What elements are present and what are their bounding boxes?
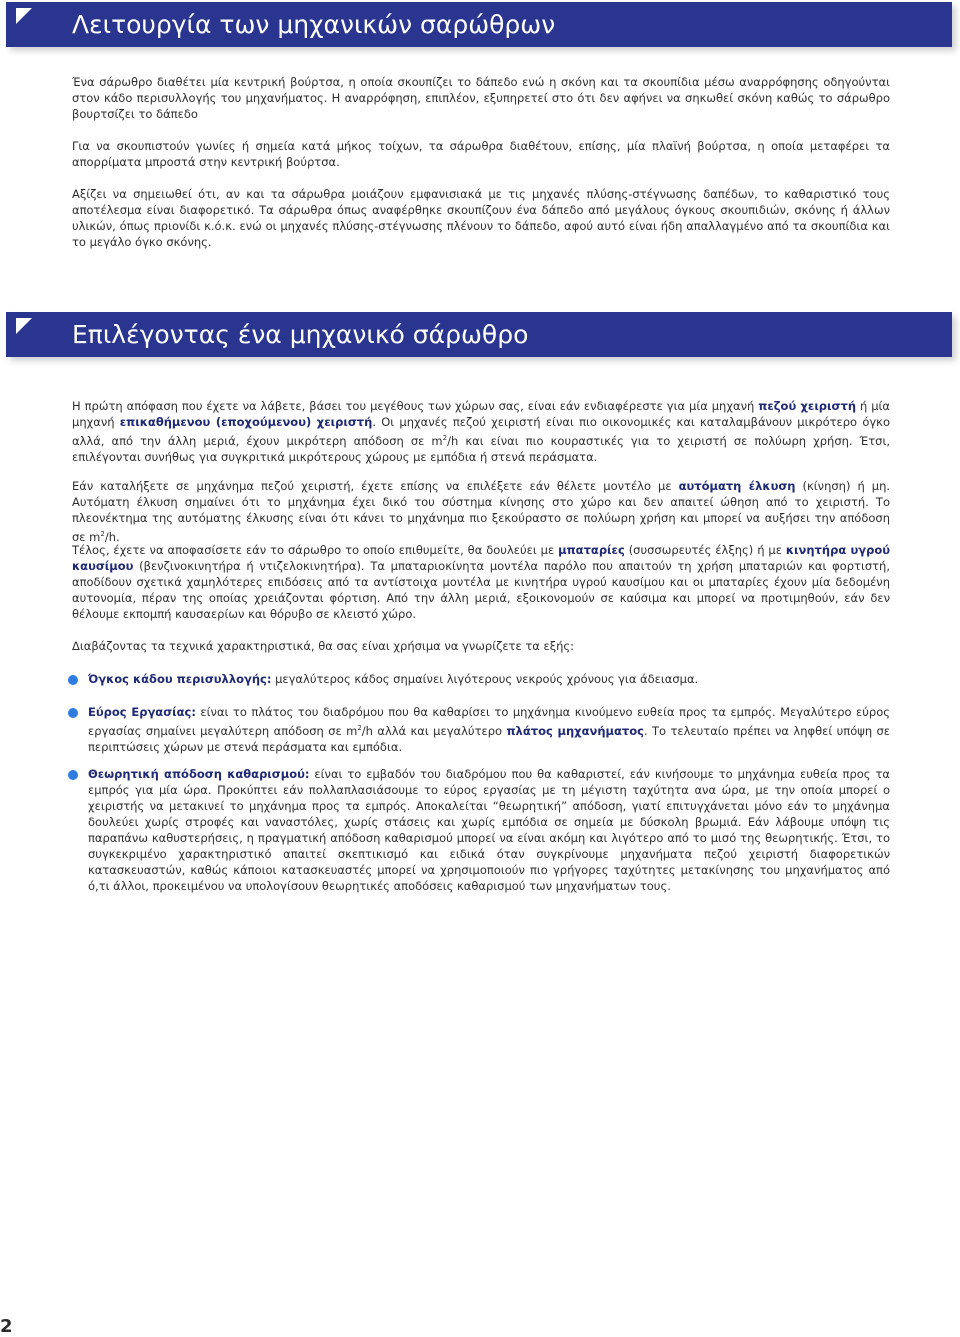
list-item: Εύρος Εργασίας: είναι το πλάτος του διαδρόμου που θα καθαρίσει το μηχάνημα κινούμενο ευθεία προς τα εμπρός. Μεγαλύτερο εύρος εργασίας σημαίνει μεγαλύτερη απόδοση σε $m^2/h$ αλλά και μεγαλύτερο πλάτος μηχανήματος. Το τελευταίο πρέπει να ληφθεί υπόψη σε περιπτώσεις χώρων με στενά περάσματα και εμπόδια. xyxy=(88,705,891,754)
paragraph: Εάν καταλήξετε σε μηχάνημα πεζού χειριστή, έχετε επίσης να επιλέξετε εάν θέλετε μοντέλο με αυτόματη έλκυση (κίνηση) ή μη. Αυτόματη έλκυση σημαίνει ότι το μηχάνημα έχει δικό του σύστημα κίνησης στο χώρο και δεν απαιτεί ώθηση από το χειριστή. Το πλεονέκτημα της αυτόματης έλκυσης είναι ότι κάνει το μηχάνημα πιο ξεκούραστο σε πολύωρη χρήση και μπορεί να αυξήσει την απόδοση σε $m^2/h$. xyxy=(72,479,891,544)
paragraph: Ένα σάρωθρο διαθέτει μία κεντρική βούρτσα, η οποία σκουπίζει το δάπεδο ενώ η σκόνη και τα σκουπίδια μέσω αναρρόφησης οδηγούνται στον κάδο περισυλλογής του μηχανήματος. Η αναρρόφηση, επιπλέον, εξυπηρετεί στο ότι δεν αφήνει να σηκωθεί σκόνη καθώς το σάρωθρο βουρτσίζει το δάπεδο xyxy=(72,75,890,121)
corner-triangle-icon xyxy=(16,318,32,334)
corner-triangle-icon xyxy=(16,8,32,24)
bullet-icon xyxy=(68,770,78,780)
section-heading: Λειτουργία των μηχανικών σαρώθρων xyxy=(72,10,556,39)
list-item: Όγκος κάδου περισυλλογής: μεγαλύτερος κάδος σημαίνει λιγότερους νεκρούς χρόνους για άδειασμα. xyxy=(88,672,699,686)
list-item: Θεωρητική απόδοση καθαρισμού: είναι το εμβαδόν του διαδρόμου που θα καθαριστεί, εάν κινήσουμε το μηχάνημα ευθεία προς τα εμπρός για μία ώρα. Προκύπτει εάν πολλαπλασιάσουμε το εύρος εργασίας με τη μέγιστη ταχύτητα ανα ώρα, με την οποία μπορεί ο χειριστής να μετακινεί το μηχάνημα προς τα εμπρός. Αποκαλείται “θεωρητική” απόδοση, γιατί επιτυγχάνεται μόνο εάν το μηχάνημα δουλεύει χωρίς στροφές και ναναστόλες, χωρίς στάσεις και χωρίς εμπόδια σε σημεία με δύσκολη βρωμιά. Εάν λάβουμε υπόψη τις παραπάνω καθυστερήσεις, η πραγματική απόδοση καθαρισμού μπορεί να είναι ακόμη και λιγότερο από το μισό της θεωρητικής. Έτσι, το συγκεκριμένο χαρακτηριστικό απαιτεί σκεπτικισμό και ειδικά όταν συγκρίνουμε μηχανήματα πεζού χειριστή διαφορετικών κατασκευαστών, καθώς κάποιοι κατασκευαστές μπορεί να χρησιμοποιούν πιο γρήγορες ταχύτητες μετακίνησης του μηχανήματος από ό,τι άλλοι, προκειμένου να υπολογίσουν θεωρητικές αποδόσεις καθαρισμού των μηχανήματων τους. xyxy=(88,767,891,893)
paragraph: Αξίζει να σημειωθεί ότι, αν και τα σάρωθρα μοιάζουν εμφανισιακά με τις μηχανές πλύσης-στέγνωσης δαπέδων, το καθαριστικό τους αποτέλεσμα είναι διαφορετικό. Τα σάρωθρα όπως αναφέρθηκε σκουπίζουν ένα δάπεδο από μεγάλους όγκους σκουπιδιών, σκόνης ή άλλων υλικών, όπως πριονίδι κ.ό.κ. ενώ οι μηχανές πλύσης-στέγνωσης πλένουν το δάπεδο, αφού αυτό είναι ήδη απαλλαγμένο από τα σκουπίδια και το μεγάλο όγκο σκόνης. xyxy=(72,187,890,249)
page-number: 2 xyxy=(0,1316,13,1337)
bullet-icon xyxy=(68,675,78,685)
paragraph: Για να σκουπιστούν γωνίες ή σημεία κατά μήκος τοίχων, τα σάρωθρα διαθέτουν, επίσης, μία πλαϊνή βούρτσα, η οποία μεταφέρει τα απορρίματα μπροστά στην κεντρική βούρτσα. xyxy=(72,139,890,169)
section-banner-choosing xyxy=(6,312,952,357)
paragraph: Διαβάζοντας τα τεχνικά χαρακτηριστικά, θα σας είναι χρήσιμα να γνωρίζετε τα εξής: xyxy=(72,639,575,653)
paragraph: Τέλος, έχετε να αποφασίσετε εάν το σάρωθρο το οποίο επιθυμείτε, θα δουλεύει με μπαταρίες (συσσωρευτές έλξης) ή με κινητήρα υγρού καυσίμου (βενζινοκινητήρα ή ντιζελοκινητήρα). Τα μπαταριοκίνητα μοντέλα παρόλο που απαιτούν τη χρήση μπαταριών και φορτιστή, αποδίδουν σχετικά χαμηλότερες επιδόσεις από τα αντίστοιχα μοντέλα με κινητήρα υγρού καυσίμου και οι μπαταρίες έχουν μία δεδομένη αυτονομία, πέραν της οποίας χρειάζονται φόρτιση. Από την άλλη μεριά, εξοικονομούν σε καύσιμα και μπορεί να προτιμηθούν, εάν δεν θέλουμε εκπομπή καυσαερίων και θόρυβο σε κλειστό χώρο. xyxy=(72,543,890,621)
bullet-icon xyxy=(68,708,78,718)
paragraph: Η πρώτη απόφαση που έχετε να λάβετε, βάσει του μεγέθους των χώρων σας, είναι εάν ενδιαφέρεστε για μία μηχανή πεζού χειριστή ή μία μηχανή επικαθήμενου (εποχούμενου) χειριστή. Οι μηχανές πεζού χειριστή είναι πιο οικονομικές και καταλαμβάνουν μικρότερο όγκο αλλά, από την άλλη μεριά, έχουν μικρότερη απόδοση σε $m^2/h$ και είναι πιο κουραστικές για το χειριστή σε πολύωρη χρήση. Έτσι, επιλέγονται συνήθως για συγκριτικά μικρότερους χώρους με εμπόδια ή στενά περάσματα. xyxy=(72,399,890,464)
section-banner-operation xyxy=(6,2,952,47)
section-heading: Επιλέγοντας ένα μηχανικό σάρωθρο xyxy=(72,320,529,349)
